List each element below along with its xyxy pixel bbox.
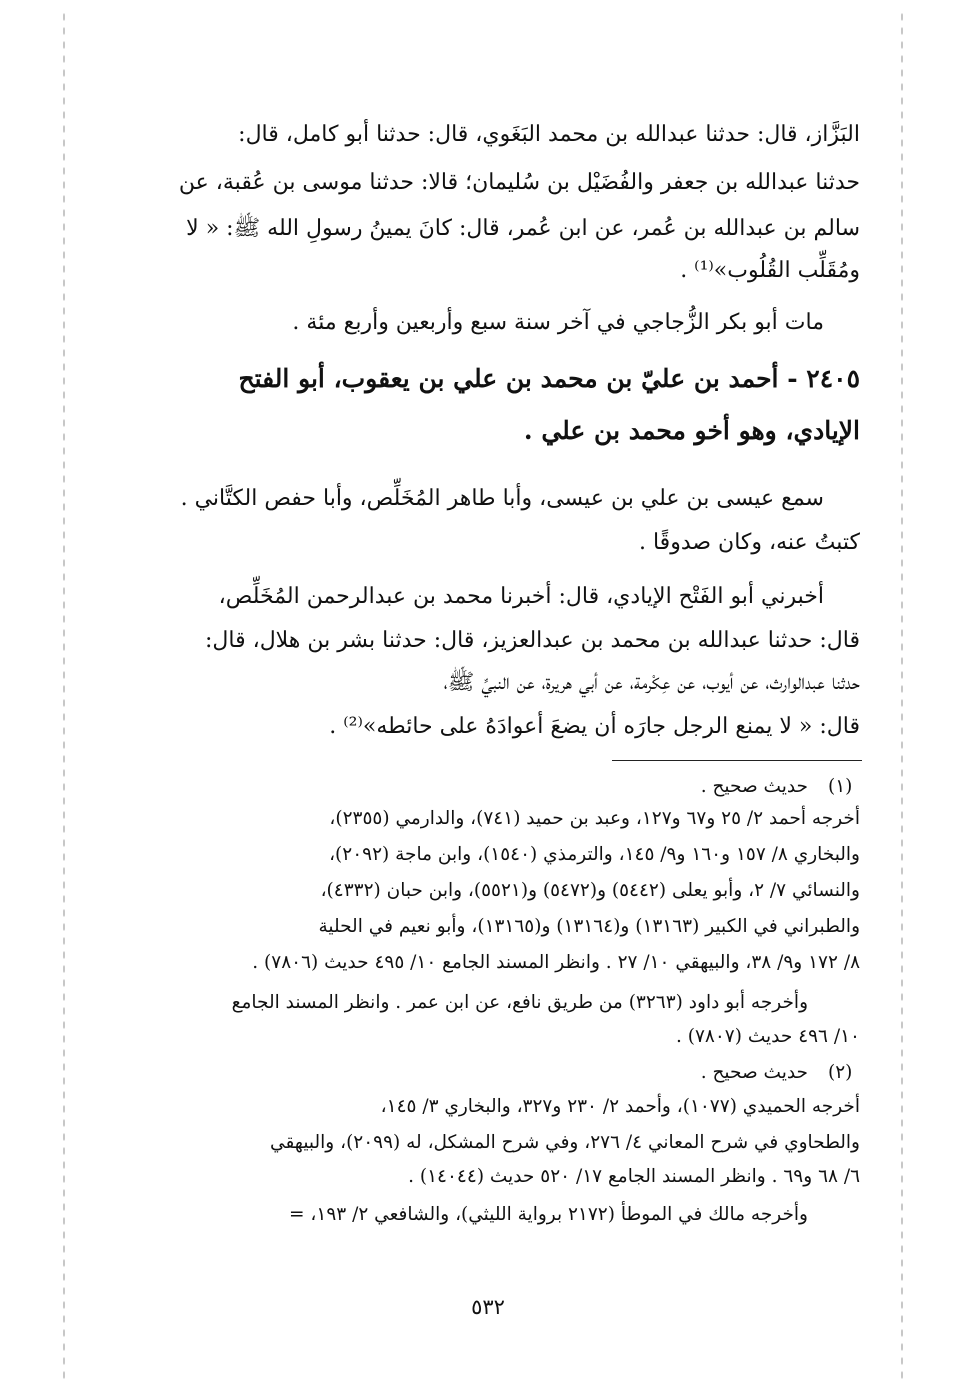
footnote-number: (١) — [828, 776, 853, 797]
footnote-line: حديث صحيح . — [700, 1062, 808, 1083]
footnote-line: حديث صحيح . — [700, 776, 808, 797]
left-margin-dots — [62, 10, 66, 1380]
body-line: حدثنا عبدالله بن جعفر والفُضَيْل بن سُليمان؛ قالا: حدثنا موسى بن عُقبة، عن — [178, 170, 860, 195]
footnote-line: والطحاوي في شرح المعاني ٤/ ٢٧٦، وفي شرح المشكل، له (٢٠٩٩)، والبيهقي — [270, 1132, 860, 1153]
body-line: قال: « لا يمنع الرجل جارَه أن يضعَ أعوادَهُ على حائطه»⁽²⁾ . — [329, 714, 860, 739]
body-line: البَزَّاز، قال: حدثنا عبدالله بن محمد البَغَوي، قال: حدثنا أبو كامل، قال: — [238, 122, 860, 147]
footnote-line: والنسائي ٧/ ٢، وأبو يعلى (٥٤٤٢) و(٥٤٧٢) و(٥٥٢١)، وابن حبان (٤٣٣٢)، — [320, 880, 860, 901]
right-margin-dots — [900, 10, 904, 1380]
footnote-separator — [612, 760, 862, 761]
body-line: مات أبو بكر الزُّجاجي في آخر سنة سبع وأربعين وأربع مئة . — [292, 310, 824, 335]
footnote-line: أخرجه الحميدي (١٠٧٧)، وأحمد ٢/ ٢٣٠ و٣٢٧، والبخاري ٣/ ١٤٥، — [380, 1096, 860, 1117]
body-line: سمع عيسى بن علي بن عيسى، وأبا طاهر المُخَلِّص، وأبا حفص الكتَّاني . — [180, 486, 824, 511]
footnote-line: وأخرجه مالك في الموطأ (٢١٧٢ برواية الليثي)، والشافعي ٢/ ١٩٣، = — [289, 1204, 808, 1225]
body-line: ومُقَلِّب القُلُوب»⁽¹⁾ . — [680, 258, 860, 283]
body-line: حدثنا عبدالوارث، عن أيوب، عن عِكْرمة، عن أبي هريرة، عن النبيِّ ﷺ، — [443, 670, 860, 695]
page-number: ٥٣٢ — [471, 1295, 505, 1319]
footnote-line: ٨/ ١٧٢ و٩/ ٣٨، والبيهقي ١٠/ ٢٧ . وانظر المسند الجامع ١٠/ ٤٩٥ حديث (٧٨٠٦) . — [252, 952, 860, 973]
body-line: سالم بن عبدالله بن عُمر، عن ابن عُمر، قال: كانَ يمينُ رسولِ الله ﷺ: « لا — [186, 216, 860, 241]
footnote-number: (٢) — [828, 1062, 853, 1083]
entry-heading: الإيادي، وهو أخو محمد بن علي . — [523, 416, 860, 445]
footnote-line: ٦/ ٦٨ و٦٩ . وانظر المسند الجامع ١٧/ ٥٢٠ حديث (١٤٠٤٤) . — [408, 1166, 860, 1187]
body-line: أخبرني أبو الفَتْح الإيادي، قال: أخبرنا محمد بن عبدالرحمن المُخَلِّص، — [218, 584, 824, 609]
footnote-line: والطبراني في الكبير (١٣١٦٣) و(١٣١٦٤) و(١٣١٦٥)، وأبو نعيم في الحلية — [318, 916, 860, 937]
body-line: قال: حدثنا عبدالله بن محمد بن عبدالعزيز، قال: حدثنا بشر بن هلال، قال: — [204, 628, 860, 653]
body-line: كتبتُ عنه، وكان صدوقًا . — [638, 530, 860, 555]
footnote-line: أخرجه أحمد ٢/ ٢٥ و٦٧ و١٢٧، وعبد بن حميد (٧٤١)، والدارمي (٢٣٥٥)، — [329, 808, 860, 829]
footnote-line: وأخرجه أبو داود (٣٢٦٣) من طريق نافع، عن ابن عمر . وانظر المسند الجامع — [231, 992, 808, 1013]
footnote-line: والبخاري ٨/ ١٥٧ و١٦٠ و٩/ ١٤٥، والترمذي (١٥٤٠)، وابن ماجة (٢٠٩٢)، — [329, 844, 860, 865]
footnote-line: ١٠/ ٤٩٦ حديث (٧٨٠٧) . — [676, 1026, 860, 1047]
entry-heading: ٢٤٠٥ - أحمد بن عليّ بن محمد بن علي بن يعقوب، أبو الفتح — [238, 364, 860, 393]
